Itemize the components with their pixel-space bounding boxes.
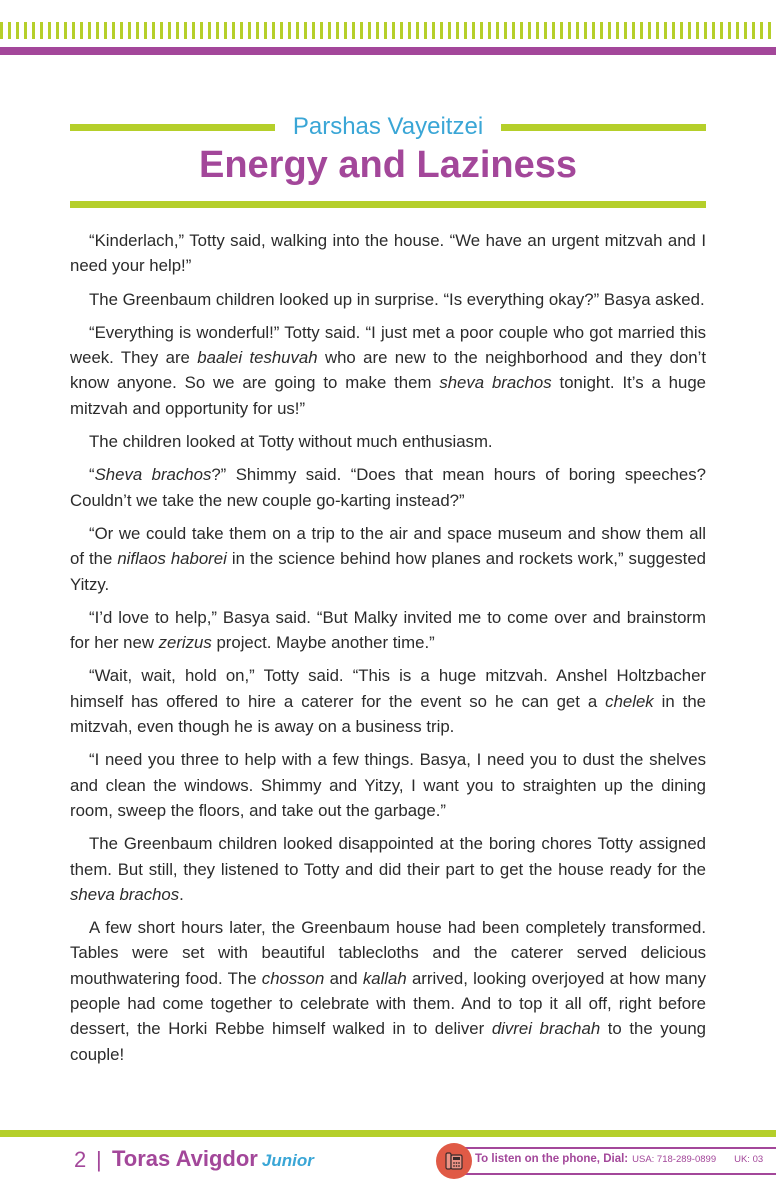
text-run: tonight. It’s a huge mitzvah and opportunity for us!” xyxy=(70,373,706,418)
italic-term: sheva brachos xyxy=(70,884,180,904)
italic-term: zerizus xyxy=(158,633,212,653)
text-run: . xyxy=(179,884,184,904)
top-tick-strip xyxy=(0,22,776,39)
text-run: The Greenbaum children looked up in surprise. “Is everything okay?” Basya asked. xyxy=(89,289,705,309)
telephone-icon xyxy=(436,1143,472,1179)
text-run: ?” Shimmy said. “Does that mean hours of boring speeches? Couldn’t we take the new couple go-karting instead?” xyxy=(70,465,706,510)
parsha-right-bar xyxy=(501,124,706,131)
story-paragraph xyxy=(70,663,706,739)
story-paragraph xyxy=(70,747,706,823)
brand-main: Toras Avigdor xyxy=(112,1146,258,1171)
story-paragraph xyxy=(70,429,706,454)
italic-term: sheva brachos xyxy=(439,373,552,393)
text-run: in the science behind how planes and rockets work,” suggested Yitzy. xyxy=(70,549,706,594)
italic-term: chelek xyxy=(605,691,654,711)
text-run: in the mitzvah, even though he is away on a business trip. xyxy=(70,691,706,737)
text-run: “I’d love to help,” Basya said. “But Malky invited me to come over and brainstorm for her new xyxy=(70,607,706,653)
story-paragraph xyxy=(70,320,706,421)
phone-lead: To listen on the phone, Dial: xyxy=(475,1153,629,1165)
story-paragraph xyxy=(70,831,706,907)
phone-usa: USA: 718-289-0899 xyxy=(632,1154,717,1165)
text-run: “Wait, wait, hold on,” Totty said. “This is a huge mitzvah. Anshel Holtzbacher himself has offered to hire a caterer for the event so he can get a xyxy=(70,666,706,711)
brand-sub: Junior xyxy=(261,1151,314,1170)
story-paragraph xyxy=(70,287,706,312)
text-run: “ xyxy=(89,465,95,485)
text-run: The children looked at Totty without much enthusiasm. xyxy=(89,432,493,452)
story-paragraph xyxy=(70,228,706,279)
text-run: who are new to the neighborhood and they don’t know anyone. So we are going to make them xyxy=(70,348,706,393)
footer-separator: | xyxy=(96,1147,102,1172)
parsha-header xyxy=(70,110,706,144)
title-underline xyxy=(70,201,706,208)
story-paragraph xyxy=(70,915,706,1067)
phone-uk: UK: 03 xyxy=(734,1154,764,1165)
italic-term: divrei brachah xyxy=(491,1019,601,1039)
story-body xyxy=(70,228,706,1075)
italic-term: Sheva brachos xyxy=(94,465,212,485)
text-run: arrived, looking overjoyed at how many people had come together to celebrate with them. And to top it all off, right before dessert, the Horki Rebbe himself walked in to deliver xyxy=(70,968,706,1039)
story-paragraph xyxy=(70,605,706,656)
text-run: project. Maybe another time.” xyxy=(211,633,435,653)
italic-term: niflaos haborei xyxy=(117,549,227,569)
text-run: “Everything is wonderful!” Totty said. “I just met a poor couple who got married this week. They are xyxy=(70,322,706,368)
italic-term: kallah xyxy=(362,968,407,988)
story-paragraph xyxy=(70,521,706,597)
bottom-green-strip xyxy=(0,1130,776,1137)
text-run: “Kinderlach,” Totty said, walking into the house. “We have an urgent mitzvah and I need your help!” xyxy=(70,231,706,276)
brand-logo-text xyxy=(112,1146,314,1172)
top-purple-bar xyxy=(0,47,776,55)
italic-term: chosson xyxy=(261,968,325,988)
text-run: to the young couple! xyxy=(70,1019,706,1064)
italic-term: baalei teshuvah xyxy=(197,348,318,368)
story-paragraph xyxy=(70,462,706,513)
page-number: 2 xyxy=(74,1147,87,1172)
footer xyxy=(0,1143,776,1179)
text-run: “Or we could take them on a trip to the air and space museum and show them all of the xyxy=(70,523,706,569)
page-title: Energy and Laziness xyxy=(198,144,577,186)
text-run: and xyxy=(324,968,363,988)
text-run: The Greenbaum children looked disappointed at the boring chores Totty assigned them. But still, they listened to Totty and did their part to get the house ready for the xyxy=(70,834,706,879)
phone-instructions xyxy=(475,1153,763,1165)
parsha-name: Parshas Vayeitzei xyxy=(292,113,484,140)
text-run: A few short hours later, the Greenbaum house had been completely transformed. Tables were set with beautiful tablecloths and the caterer served delicious mouthwatering food. The xyxy=(70,918,706,988)
text-run: “I need you three to help with a few things. Basya, I need you to dust the shelves and clean the windows. Shimmy and Yitzy, I want you to straighten up the dining room, sweep the floors, and take out the garbage.” xyxy=(70,750,706,820)
parsha-left-bar xyxy=(70,124,275,131)
